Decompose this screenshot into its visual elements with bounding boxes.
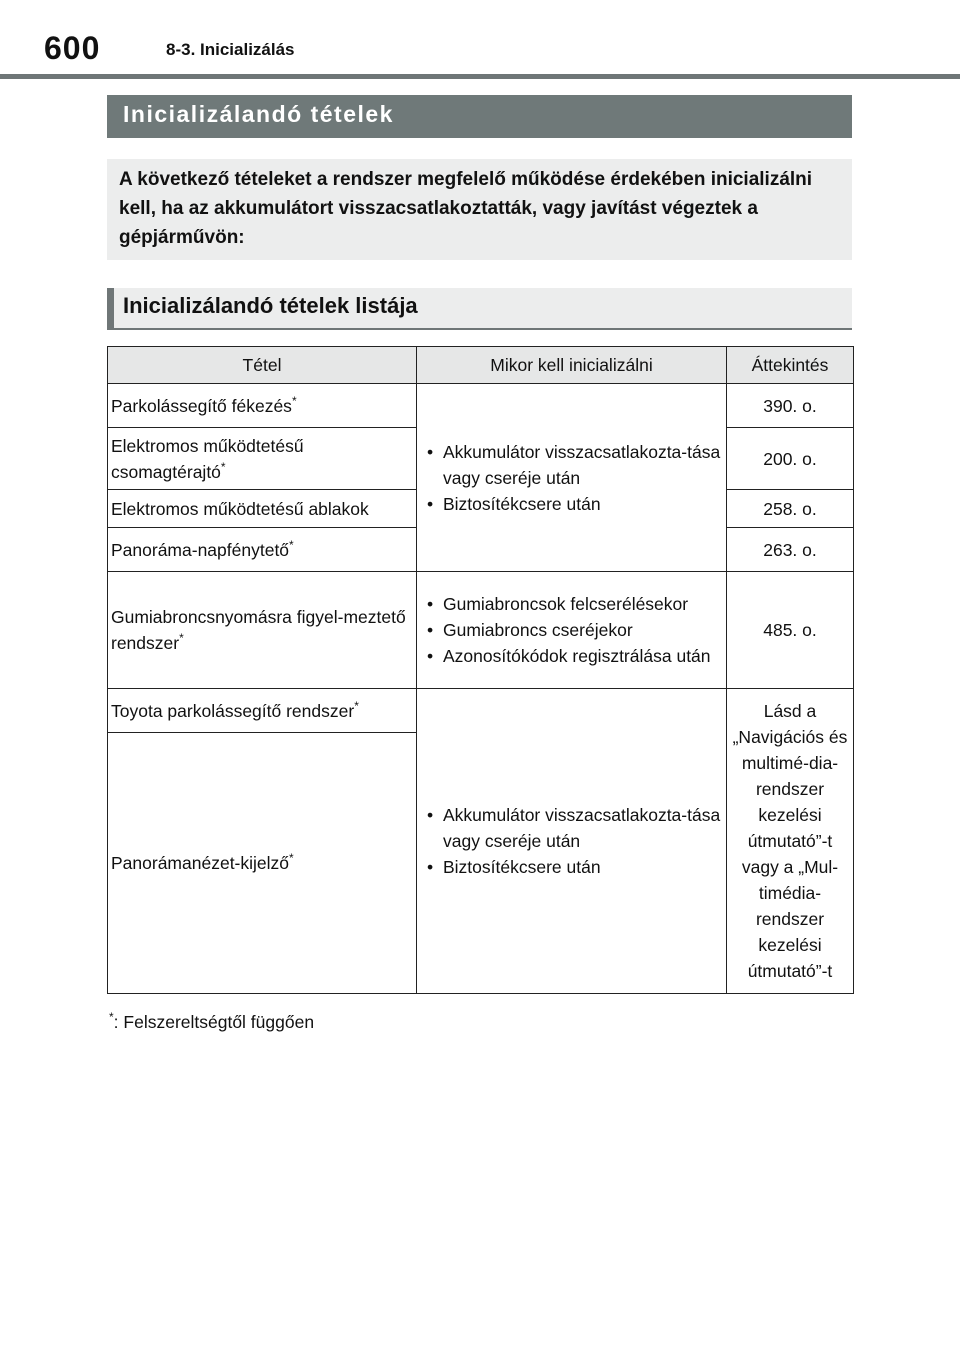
footnote-text: : Felszereltségtől függően	[113, 1012, 315, 1032]
page-reference: 200. o.	[727, 428, 854, 490]
item-cell: Panorámanézet-kijelző*	[108, 733, 417, 994]
item-cell: Elektromos működtetésű ablakok	[108, 490, 417, 528]
footnote	[109, 1012, 314, 1033]
footnote-mark: *	[109, 1010, 114, 1024]
list-item: • Gumiabroncsok felcserélésekor	[427, 591, 723, 617]
item-cell: Panoráma-napfénytető*	[108, 528, 417, 572]
when-cell	[417, 572, 727, 689]
item-cell: Toyota parkolássegítő rendszer*	[108, 689, 417, 733]
section-header: 8-3. Inicializálás	[166, 40, 295, 59]
list-item: • Azonosítókódok regisztrálása után	[427, 643, 723, 669]
item-cell: Gumiabroncsnyomásra figyel-meztető rendszer*	[108, 572, 417, 689]
item-cell: Elektromos működtetésű csomagtérajtó*	[108, 428, 417, 490]
page-reference: 263. o.	[727, 528, 854, 572]
table-row	[108, 572, 854, 689]
list-item: • Gumiabroncs cseréjekor	[427, 617, 723, 643]
page-reference: 485. o.	[727, 572, 854, 689]
when-list	[420, 439, 723, 517]
header-overview: Áttekintés	[727, 347, 854, 384]
header-item: Tétel	[108, 347, 417, 384]
table-header-row	[108, 347, 854, 384]
page-reference: 258. o.	[727, 490, 854, 528]
table-row	[108, 689, 854, 733]
table-row	[108, 384, 854, 428]
list-item: • Akkumulátor visszacsatlakozta-tása vagy cseréje után	[427, 802, 723, 854]
list-item: • Biztosítékcsere után	[427, 854, 723, 880]
intro-text: A következő tételeket a rendszer megfelelő működése érdekében inicializálni kell, ha az akkumulátort visszacsatlakoztatták, vagy javítást végeztek a gépjárművön:	[107, 159, 852, 260]
when-cell	[417, 689, 727, 994]
when-list	[420, 591, 723, 669]
section-banner: Inicializálandó tételek	[107, 95, 852, 138]
header-divider	[0, 74, 960, 79]
manual-reference: Lásd a „Navigációs és multimé-dia-rendszer kezelési útmutató”-t vagy a „Mul-timédia-rendszer kezelési útmutató”-t	[727, 689, 854, 994]
page-number: 600	[44, 30, 101, 66]
subsection-heading: Inicializálandó tételek listája	[107, 288, 852, 330]
initialization-table	[107, 346, 854, 994]
item-cell: Parkolássegítő fékezés*	[108, 384, 417, 428]
page-reference: 390. o.	[727, 384, 854, 428]
list-item: • Akkumulátor visszacsatlakozta-tása vagy cseréje után	[427, 439, 723, 491]
list-item: • Biztosítékcsere után	[427, 491, 723, 517]
when-cell	[417, 384, 727, 572]
when-list	[420, 802, 723, 880]
header-when: Mikor kell inicializálni	[417, 347, 727, 384]
